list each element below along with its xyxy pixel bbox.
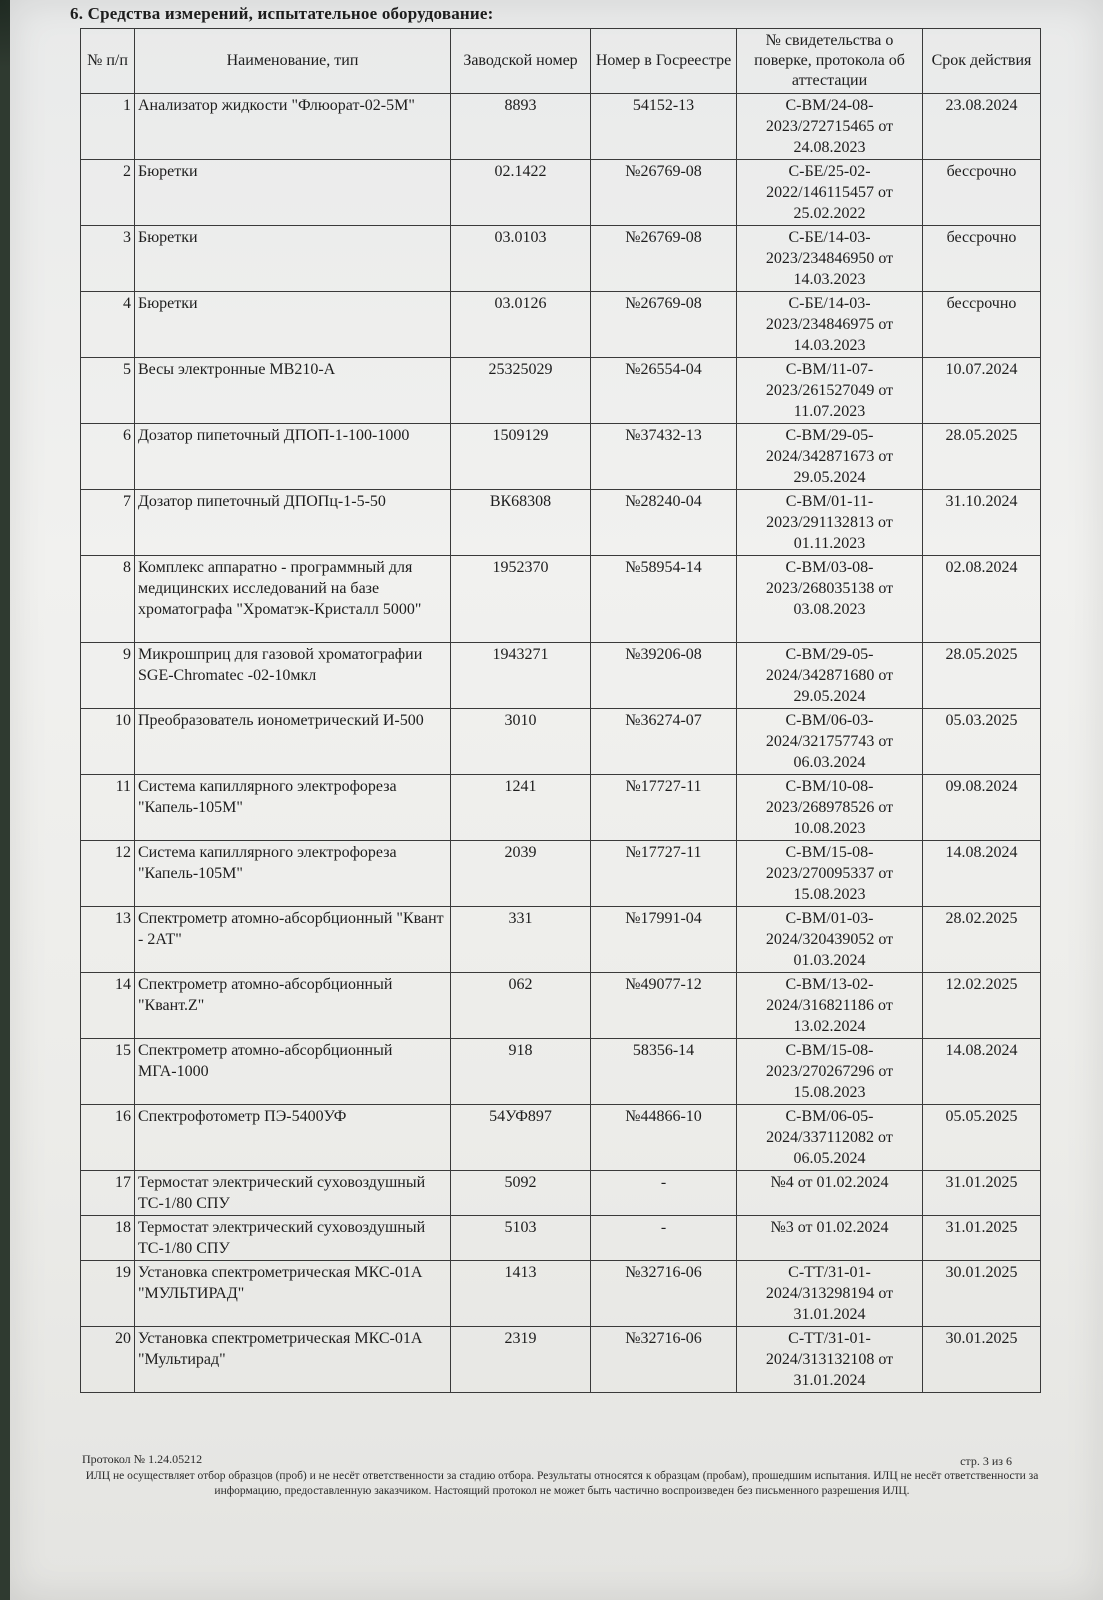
row-certificate: С-ТТ/31-01-2024/313298194 от 31.01.2024 xyxy=(737,1261,923,1327)
row-num: 2 xyxy=(81,160,135,226)
row-registry: - xyxy=(591,1216,737,1261)
table-row xyxy=(81,358,1041,424)
row-name: Термостат электрический суховоздушный ТС-1/80 СПУ xyxy=(135,1171,451,1216)
row-num: 16 xyxy=(81,1105,135,1171)
row-certificate: №4 от 01.02.2024 xyxy=(737,1171,923,1216)
row-num: 12 xyxy=(81,841,135,907)
equipment-table xyxy=(80,28,1041,1393)
row-serial: 062 xyxy=(451,973,591,1039)
row-registry: №39206-08 xyxy=(591,643,737,709)
section-title: 6. Средства измерений, испытательное оборудование: xyxy=(70,4,494,23)
row-certificate: С-ВМ/01-11-2023/291132813 от 01.11.2023 xyxy=(737,490,923,556)
document-page xyxy=(10,0,1103,1600)
row-serial: 03.0103 xyxy=(451,226,591,292)
row-name: Весы электронные МВ210-А xyxy=(135,358,451,424)
row-serial: 5103 xyxy=(451,1216,591,1261)
row-certificate: С-ВМ/15-08-2023/270095337 от 15.08.2023 xyxy=(737,841,923,907)
row-serial: 5092 xyxy=(451,1171,591,1216)
row-registry: №32716-06 xyxy=(591,1327,737,1393)
table-row xyxy=(81,160,1041,226)
row-validity: бессрочно xyxy=(923,226,1041,292)
row-name: Бюретки xyxy=(135,160,451,226)
row-serial: 54УФ897 xyxy=(451,1105,591,1171)
row-name: Спектрометр атомно-абсорбционный "Квант.Z" xyxy=(135,973,451,1039)
row-serial: 2319 xyxy=(451,1327,591,1393)
row-registry: №26769-08 xyxy=(591,226,737,292)
table-row xyxy=(81,709,1041,775)
row-name: Спектрофотометр ПЭ-5400УФ xyxy=(135,1105,451,1171)
row-name: Комплекс аппаратно - программный для медицинских исследований на базе хроматографа "Хроматэк-Кристалл 5000" xyxy=(135,556,451,643)
row-num: 11 xyxy=(81,775,135,841)
row-num: 17 xyxy=(81,1171,135,1216)
row-name: Микрошприц для газовой хроматографии SGE-Chromatec -02-10мкл xyxy=(135,643,451,709)
row-registry: №49077-12 xyxy=(591,973,737,1039)
table-row xyxy=(81,490,1041,556)
row-name: Установка спектрометрическая МКС-01А "Мультирад" xyxy=(135,1327,451,1393)
row-num: 15 xyxy=(81,1039,135,1105)
header-validity: Срок действия xyxy=(923,29,1041,94)
row-validity: 28.02.2025 xyxy=(923,907,1041,973)
table-row xyxy=(81,1327,1041,1393)
row-registry: - xyxy=(591,1171,737,1216)
row-certificate: С-ВМ/15-08-2023/270267296 от 15.08.2023 xyxy=(737,1039,923,1105)
row-registry: №36274-07 xyxy=(591,709,737,775)
row-certificate: С-БЕ/25-02-2022/146115457 от 25.02.2022 xyxy=(737,160,923,226)
table-row xyxy=(81,94,1041,160)
row-name: Бюретки xyxy=(135,226,451,292)
table-row xyxy=(81,1216,1041,1261)
row-serial: ВК68308 xyxy=(451,490,591,556)
row-certificate: С-ВМ/13-02-2024/316821186 от 13.02.2024 xyxy=(737,973,923,1039)
row-validity: 14.08.2024 xyxy=(923,1039,1041,1105)
table-row xyxy=(81,1105,1041,1171)
row-certificate: №3 от 01.02.2024 xyxy=(737,1216,923,1261)
row-serial: 1952370 xyxy=(451,556,591,643)
table-row xyxy=(81,292,1041,358)
row-num: 14 xyxy=(81,973,135,1039)
row-validity: 30.01.2025 xyxy=(923,1327,1041,1393)
row-name: Термостат электрический суховоздушный ТС-1/80 СПУ xyxy=(135,1216,451,1261)
row-registry: №17727-11 xyxy=(591,775,737,841)
header-num: № п/п xyxy=(81,29,135,94)
row-registry: №58954-14 xyxy=(591,556,737,643)
row-serial: 02.1422 xyxy=(451,160,591,226)
row-validity: 28.05.2025 xyxy=(923,424,1041,490)
row-validity: 31.01.2025 xyxy=(923,1216,1041,1261)
row-serial: 03.0126 xyxy=(451,292,591,358)
row-certificate: С-ВМ/06-03-2024/321757743 от 06.03.2024 xyxy=(737,709,923,775)
row-validity: 05.05.2025 xyxy=(923,1105,1041,1171)
row-name: Система капиллярного электрофореза "Капель-105М" xyxy=(135,775,451,841)
row-certificate: С-БЕ/14-03-2023/234846950 от 14.03.2023 xyxy=(737,226,923,292)
row-validity: 12.02.2025 xyxy=(923,973,1041,1039)
row-certificate: С-ВМ/29-05-2024/342871673 от 29.05.2024 xyxy=(737,424,923,490)
table-row xyxy=(81,556,1041,643)
row-num: 1 xyxy=(81,94,135,160)
row-name: Система капиллярного электрофореза "Капель-105М" xyxy=(135,841,451,907)
row-registry: №44866-10 xyxy=(591,1105,737,1171)
row-registry: №17991-04 xyxy=(591,907,737,973)
table-row xyxy=(81,1039,1041,1105)
footer-disclaimer: ИЛЦ не осуществляет отбор образцов (проб) и не несёт ответственности за стадию отбора. Результаты относятся к образцам (пробам), прошедшим испытания. ИЛЦ не несёт ответственности за информацию, предоставленную заказчиком. Настоящий протокол не может быть частично воспроизведен без письменного разрешения ИЛЦ. xyxy=(85,1470,1039,1497)
row-validity: 31.01.2025 xyxy=(923,1171,1041,1216)
row-registry: 58356-14 xyxy=(591,1039,737,1105)
row-num: 13 xyxy=(81,907,135,973)
row-certificate: С-ВМ/29-05-2024/342871680 от 29.05.2024 xyxy=(737,643,923,709)
row-num: 9 xyxy=(81,643,135,709)
header-registry: Номер в Госреестре xyxy=(591,29,737,94)
table-row xyxy=(81,226,1041,292)
row-validity: 10.07.2024 xyxy=(923,358,1041,424)
row-name: Спектрометр атомно-абсорбционный МГА-1000 xyxy=(135,1039,451,1105)
row-validity: 28.05.2025 xyxy=(923,643,1041,709)
row-registry: №26769-08 xyxy=(591,292,737,358)
row-registry: 54152-13 xyxy=(591,94,737,160)
row-name: Дозатор пипеточный ДПОП-1-100-1000 xyxy=(135,424,451,490)
row-serial: 918 xyxy=(451,1039,591,1105)
row-certificate: С-ВМ/06-05-2024/337112082 от 06.05.2024 xyxy=(737,1105,923,1171)
row-certificate: С-ТТ/31-01-2024/313132108 от 31.01.2024 xyxy=(737,1327,923,1393)
row-num: 5 xyxy=(81,358,135,424)
row-certificate: С-ВМ/10-08-2023/268978526 от 10.08.2023 xyxy=(737,775,923,841)
row-serial: 1413 xyxy=(451,1261,591,1327)
row-name: Преобразователь ионометрический И-500 xyxy=(135,709,451,775)
row-serial: 3010 xyxy=(451,709,591,775)
row-name: Бюретки xyxy=(135,292,451,358)
row-certificate: С-ВМ/24-08-2023/272715465 от 24.08.2023 xyxy=(737,94,923,160)
row-registry: №32716-06 xyxy=(591,1261,737,1327)
page-number: стр. 3 из 6 xyxy=(960,1454,1012,1468)
row-validity: 02.08.2024 xyxy=(923,556,1041,643)
page-footer xyxy=(82,1452,1042,1499)
row-registry: №28240-04 xyxy=(591,490,737,556)
row-num: 6 xyxy=(81,424,135,490)
table-row xyxy=(81,1261,1041,1327)
header-certificate: № свидетельства о поверке, протокола об аттестации xyxy=(737,29,923,94)
table-row xyxy=(81,643,1041,709)
row-registry: №37432-13 xyxy=(591,424,737,490)
row-validity: 09.08.2024 xyxy=(923,775,1041,841)
row-certificate: С-БЕ/14-03-2023/234846975 от 14.03.2023 xyxy=(737,292,923,358)
table-header-row xyxy=(81,29,1041,94)
row-validity: 30.01.2025 xyxy=(923,1261,1041,1327)
row-certificate: С-ВМ/11-07-2023/261527049 от 11.07.2023 xyxy=(737,358,923,424)
row-registry: №26554-04 xyxy=(591,358,737,424)
row-validity: 14.08.2024 xyxy=(923,841,1041,907)
table-row xyxy=(81,775,1041,841)
row-registry: №26769-08 xyxy=(591,160,737,226)
header-name: Наименование, тип xyxy=(135,29,451,94)
table-row xyxy=(81,1171,1041,1216)
row-num: 7 xyxy=(81,490,135,556)
row-certificate: С-ВМ/03-08-2023/268035138 от 03.08.2023 xyxy=(737,556,923,643)
row-serial: 1509129 xyxy=(451,424,591,490)
table-row xyxy=(81,424,1041,490)
row-num: 20 xyxy=(81,1327,135,1393)
header-serial: Заводской номер xyxy=(451,29,591,94)
row-serial: 8893 xyxy=(451,94,591,160)
row-name: Дозатор пипеточный ДПОПц-1-5-50 xyxy=(135,490,451,556)
row-serial: 25325029 xyxy=(451,358,591,424)
row-validity: 31.10.2024 xyxy=(923,490,1041,556)
row-name: Спектрометр атомно-абсорбционный "Квант - 2АТ" xyxy=(135,907,451,973)
row-num: 4 xyxy=(81,292,135,358)
row-certificate: С-ВМ/01-03-2024/320439052 от 01.03.2024 xyxy=(737,907,923,973)
row-num: 8 xyxy=(81,556,135,643)
row-registry: №17727-11 xyxy=(591,841,737,907)
row-serial: 331 xyxy=(451,907,591,973)
row-num: 19 xyxy=(81,1261,135,1327)
table-row xyxy=(81,907,1041,973)
row-num: 3 xyxy=(81,226,135,292)
row-serial: 1241 xyxy=(451,775,591,841)
row-serial: 2039 xyxy=(451,841,591,907)
row-name: Установка спектрометрическая МКС-01А "МУЛЬТИРАД" xyxy=(135,1261,451,1327)
row-name: Анализатор жидкости "Флюорат-02-5М" xyxy=(135,94,451,160)
row-validity: 23.08.2024 xyxy=(923,94,1041,160)
row-validity: 05.03.2025 xyxy=(923,709,1041,775)
row-num: 18 xyxy=(81,1216,135,1261)
row-serial: 1943271 xyxy=(451,643,591,709)
table-row xyxy=(81,973,1041,1039)
protocol-number: Протокол № 1.24.05212 xyxy=(82,1452,203,1466)
table-row xyxy=(81,841,1041,907)
row-validity: бессрочно xyxy=(923,160,1041,226)
row-num: 10 xyxy=(81,709,135,775)
row-validity: бессрочно xyxy=(923,292,1041,358)
